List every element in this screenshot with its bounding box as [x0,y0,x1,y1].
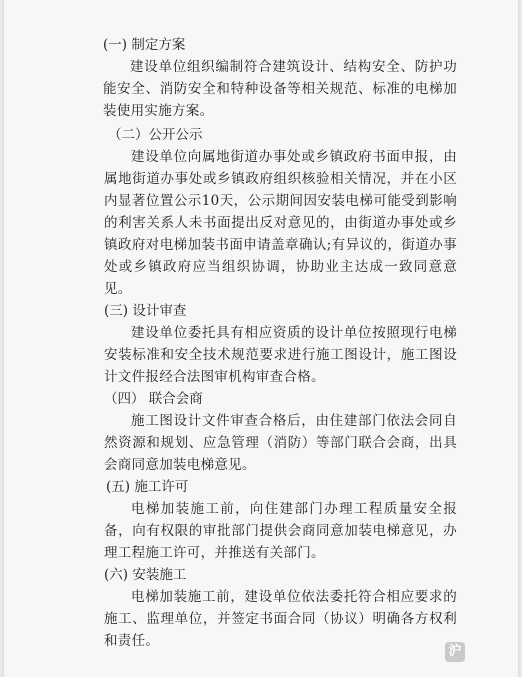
section-paragraph-6: 电梯加装施工前，建设单位依法委托符合相应要求的施工、监理单位，并签定书面合同（协议）明确各方权利和责任。 [104,589,457,649]
section-heading-1: (一) 制定方案 [103,37,186,53]
section-paragraph-5: 电梯加装施工前，向住建部门办理工程质量安全报备，向有权限的审批部门提供会商同意加装电梯意见，办理工程施工许可，并推送有关部门。 [104,501,457,561]
section-heading-6: (六) 安装施工 [104,567,187,583]
app-logo-icon [445,642,465,662]
section-paragraph-4: 施工图设计文件审查合格后，由住建部门依法会同自然资源和规划、应急管理（消防）等部门联合会商，出具会商同意加装电梯意见。 [104,413,457,473]
section-heading-2: （二）公开公示 [108,127,203,143]
section-paragraph-1: 建设单位组织编制符合建筑设计、结构安全、防护功能安全、消防安全和特种设备等相关规范、标准的电梯加装使用实施方案。 [103,59,457,119]
document-body [105,34,457,652]
section-paragraph-2: 建设单位向属地街道办事处或乡镇政府书面申报，由属地街道办事处或乡镇政府组织核验相关情况，并在小区内显著位置公示10天，公示期间因安装电梯可能受到影响的利害关系人未书面提出反对意见的，由街道办事处或乡镇政府对电梯加装书面申请盖章确认;有异议的，街道办事处或乡镇政府应当组织协调，协助业主达成一致同意意见。 [104,149,457,297]
watermark-glyph: 沪 [448,644,462,659]
section-paragraph-3: 建设单位委托具有相应资质的设计单位按照现行电梯安装标准和安全技术规范要求进行施工图设计，施工图设计文件报经合法图审机构审查合格。 [104,325,457,385]
section-heading-5: (五) 施工许可 [106,479,189,495]
section-heading-4: （四） 联合会商 [104,391,203,407]
document-page [4,0,518,677]
section-heading-3: (三) 设计审查 [104,303,187,319]
